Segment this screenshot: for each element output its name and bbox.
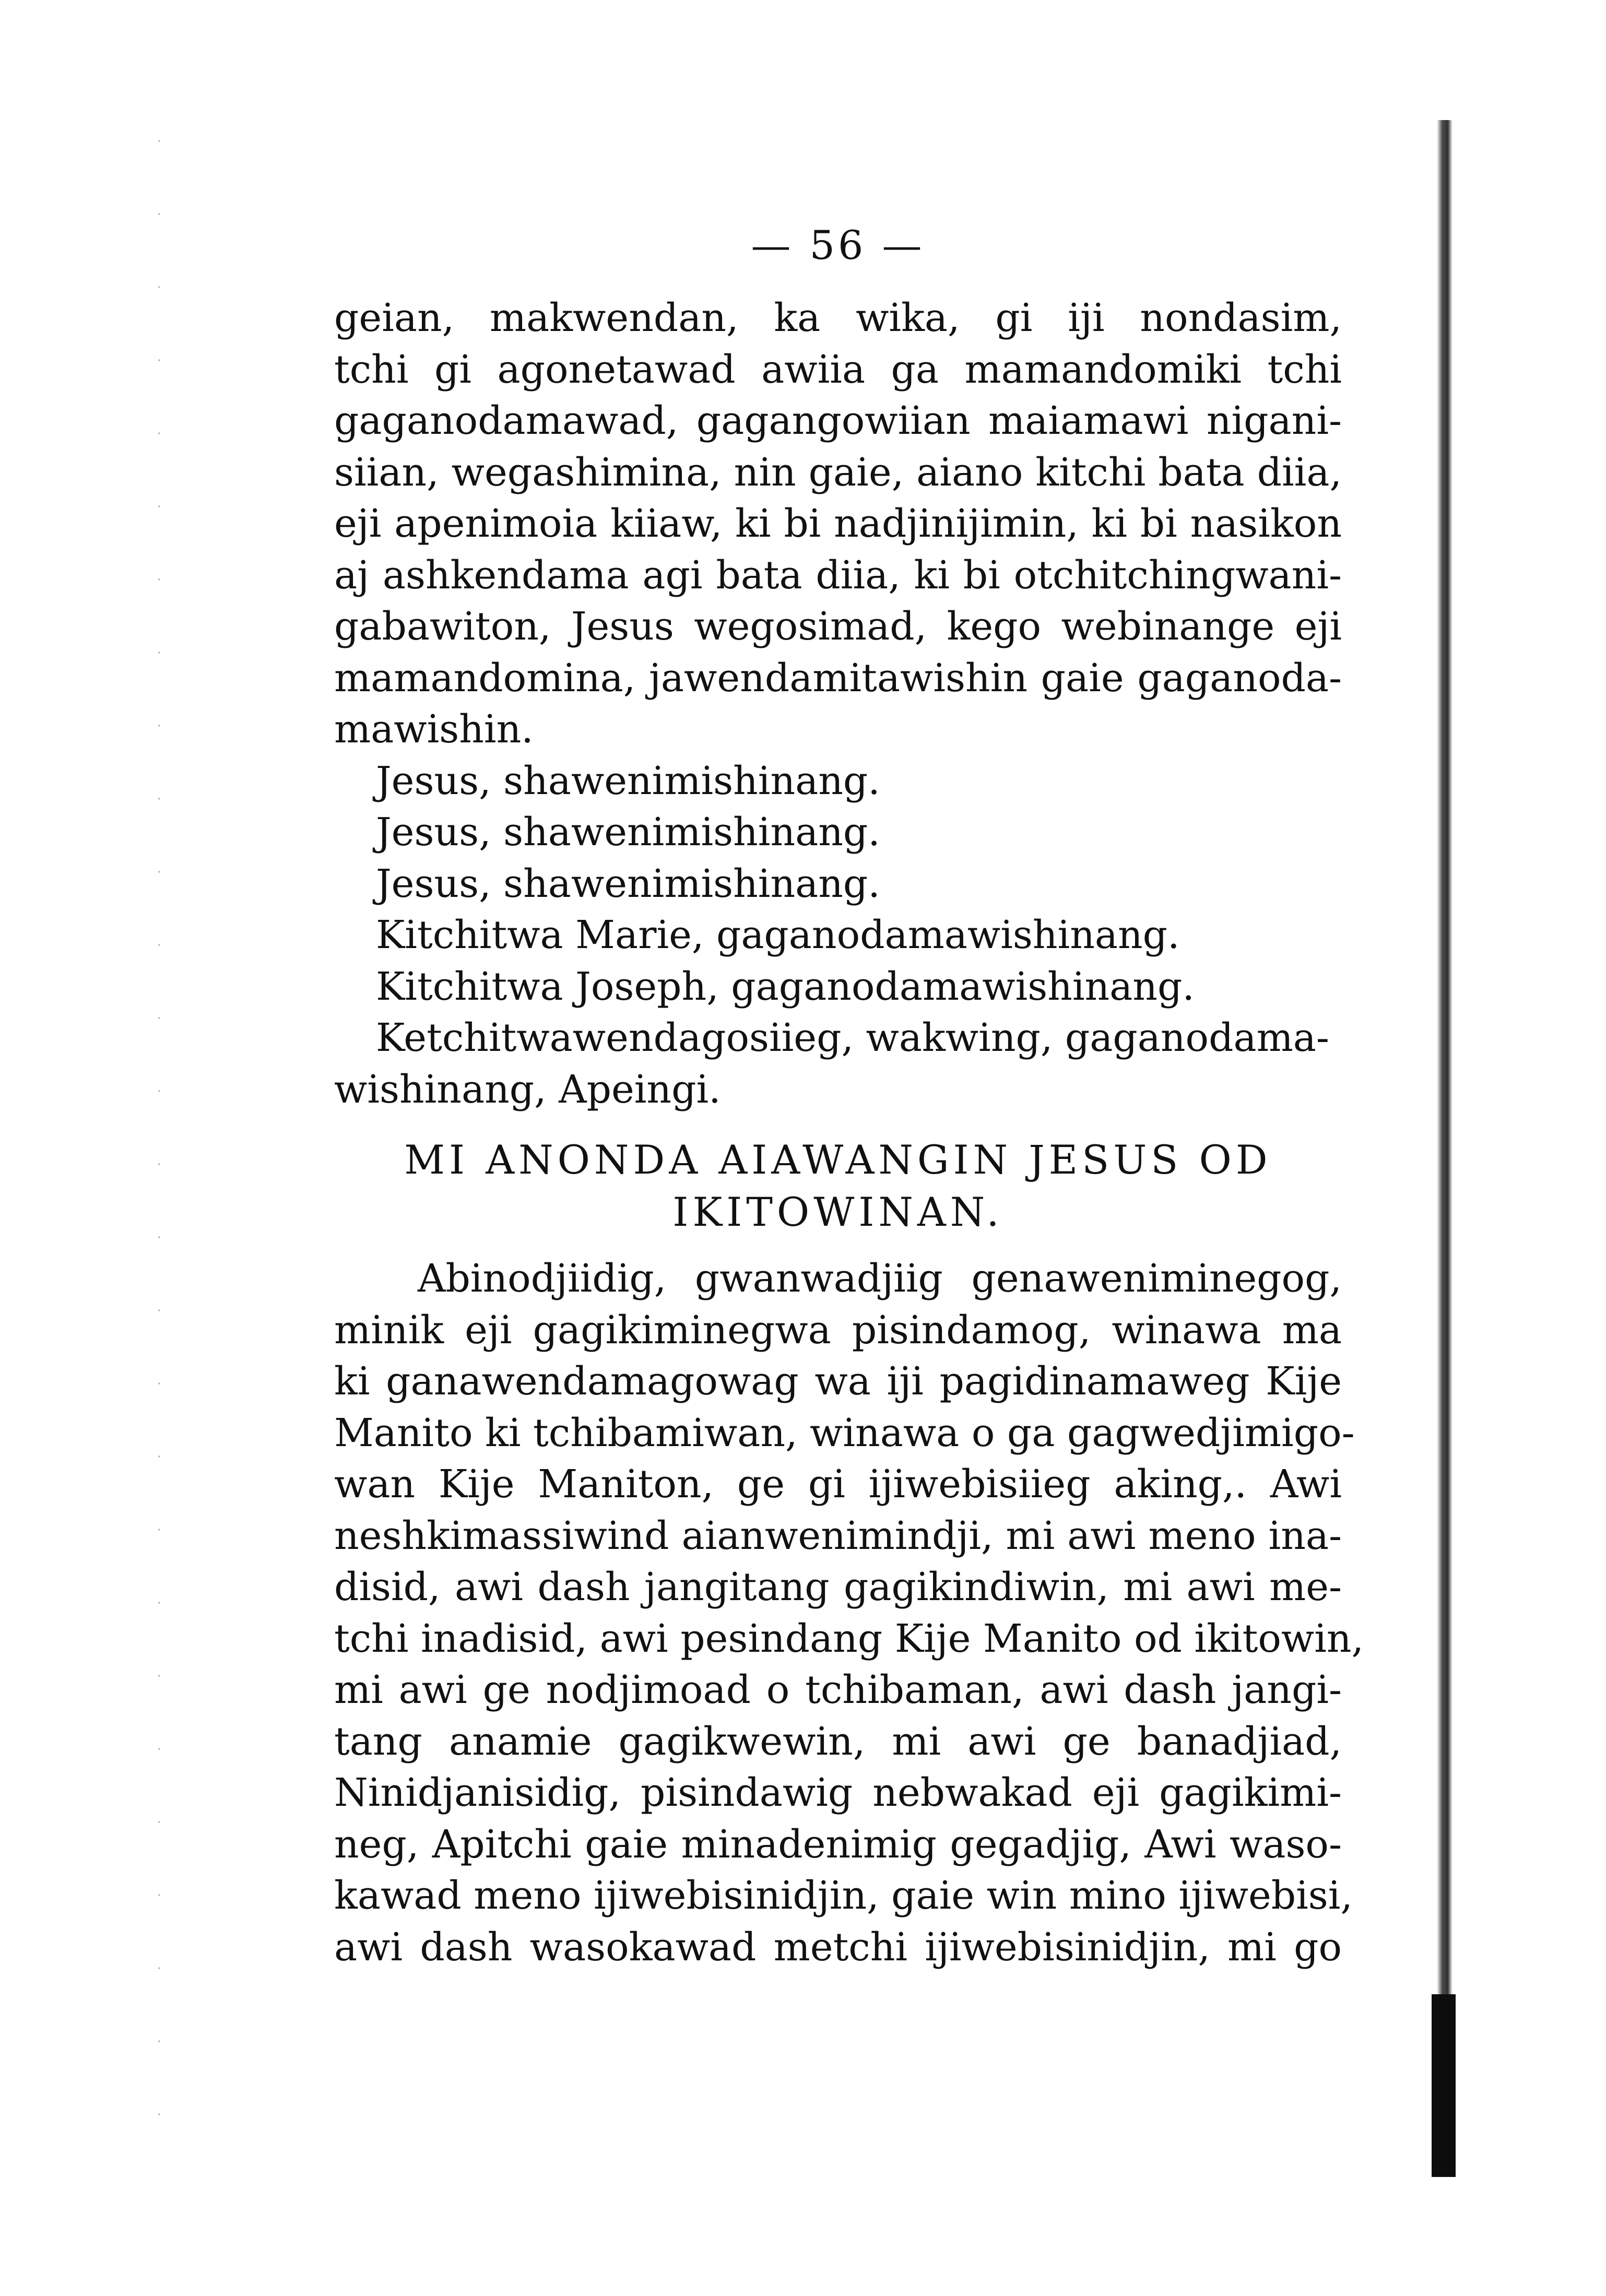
text-line: aj ashkendama agi bata diia, ki bi otchitchingwani- xyxy=(334,552,1342,598)
text-line: tang anamie gagikwewin, mi awi ge banadjiad, xyxy=(334,1719,1342,1764)
binding-edge xyxy=(1437,120,1453,2177)
litany-line: Jesus, shawenimishinang. xyxy=(376,810,880,855)
text-line: tchi gi agonetawad awiia ga mamandomiki tchi xyxy=(334,347,1342,392)
text-line: eji apenimoia kiiaw, ki bi nadjinijimin, ki bi nasikon xyxy=(334,501,1342,546)
text-line: mi awi ge nodjimoad o tchibaman, awi dash jangi- xyxy=(334,1667,1342,1712)
litany-line: Kitchitwa Marie, gaganodamawishinang. xyxy=(376,913,1180,957)
text-line: Manito ki tchibamiwan, winawa o ga gagwedjimigo- xyxy=(334,1410,1355,1455)
litany xyxy=(334,755,1342,1116)
text-line: gaganodamawad, gagangowiian maiamawi nigani- xyxy=(334,398,1342,443)
text-line: Abinodjiidig, gwanwadjiig genaweniminegog, xyxy=(418,1256,1342,1301)
page-text xyxy=(334,219,1364,1973)
paragraph-prayer xyxy=(334,292,1342,755)
text-line: mawishin. xyxy=(334,707,534,752)
text-line: disid, awi dash jangitang gagikindiwin, mi awi me- xyxy=(334,1565,1342,1609)
binding-edge-shadow xyxy=(1432,1994,1456,2177)
page-number: — 56 — xyxy=(751,222,925,268)
section-heading-line-2: IKITOWINAN. xyxy=(672,1189,1003,1235)
scan-artifact-specks xyxy=(144,104,175,2172)
text-line: siian, wegashimina, nin gaie, aiano kitchi bata diia, xyxy=(334,449,1342,495)
litany-line-continuation: wishinang, Apeingi. xyxy=(334,1067,721,1112)
litany-line: Kitchitwa Joseph, gaganodamawishinang. xyxy=(376,964,1195,1009)
litany-line: Jesus, shawenimishinang. xyxy=(376,861,880,906)
text-line: Ninidjanisidig, pisindawig nebwakad eji gagikimi- xyxy=(334,1770,1342,1815)
paragraph-instruction xyxy=(334,1253,1364,1973)
litany-line: Ketchitwawendagosiieg, wakwing, gaganodama- xyxy=(376,1015,1329,1060)
text-line: gabawiton, Jesus wegosimad, kego webinange eji xyxy=(334,604,1342,649)
text-line: wan Kije Maniton, ge gi ijiwebisiieg aking,. Awi xyxy=(334,1462,1342,1507)
text-line: mamandomina, jawendamitawishin gaie gaganoda- xyxy=(334,655,1342,701)
litany-line: Jesus, shawenimishinang. xyxy=(376,758,880,803)
text-line: ki ganawendamagowag wa iji pagidinamaweg Kije xyxy=(334,1359,1342,1404)
text-line: neshkimassiwind aianwenimindji, mi awi meno ina- xyxy=(334,1513,1342,1558)
text-line: tchi inadisid, awi pesindang Kije Manito od ikitowin, xyxy=(334,1616,1364,1661)
section-heading-line-1: MI ANONDA AIAWANGIN JESUS OD xyxy=(404,1137,1272,1183)
text-line: minik eji gagikiminegwa pisindamog, winawa ma xyxy=(334,1307,1342,1353)
text-line: awi dash wasokawad metchi ijiwebisinidjin, mi go xyxy=(334,1924,1342,1970)
text-line: neg, Apitchi gaie minadenimig gegadjig, Awi waso- xyxy=(334,1821,1342,1867)
text-line: kawad meno ijiwebisinidjin, gaie win mino ijiwebisi, xyxy=(334,1873,1353,1918)
text-line: geian, makwendan, ka wika, gi iji nondasim, xyxy=(334,295,1342,340)
